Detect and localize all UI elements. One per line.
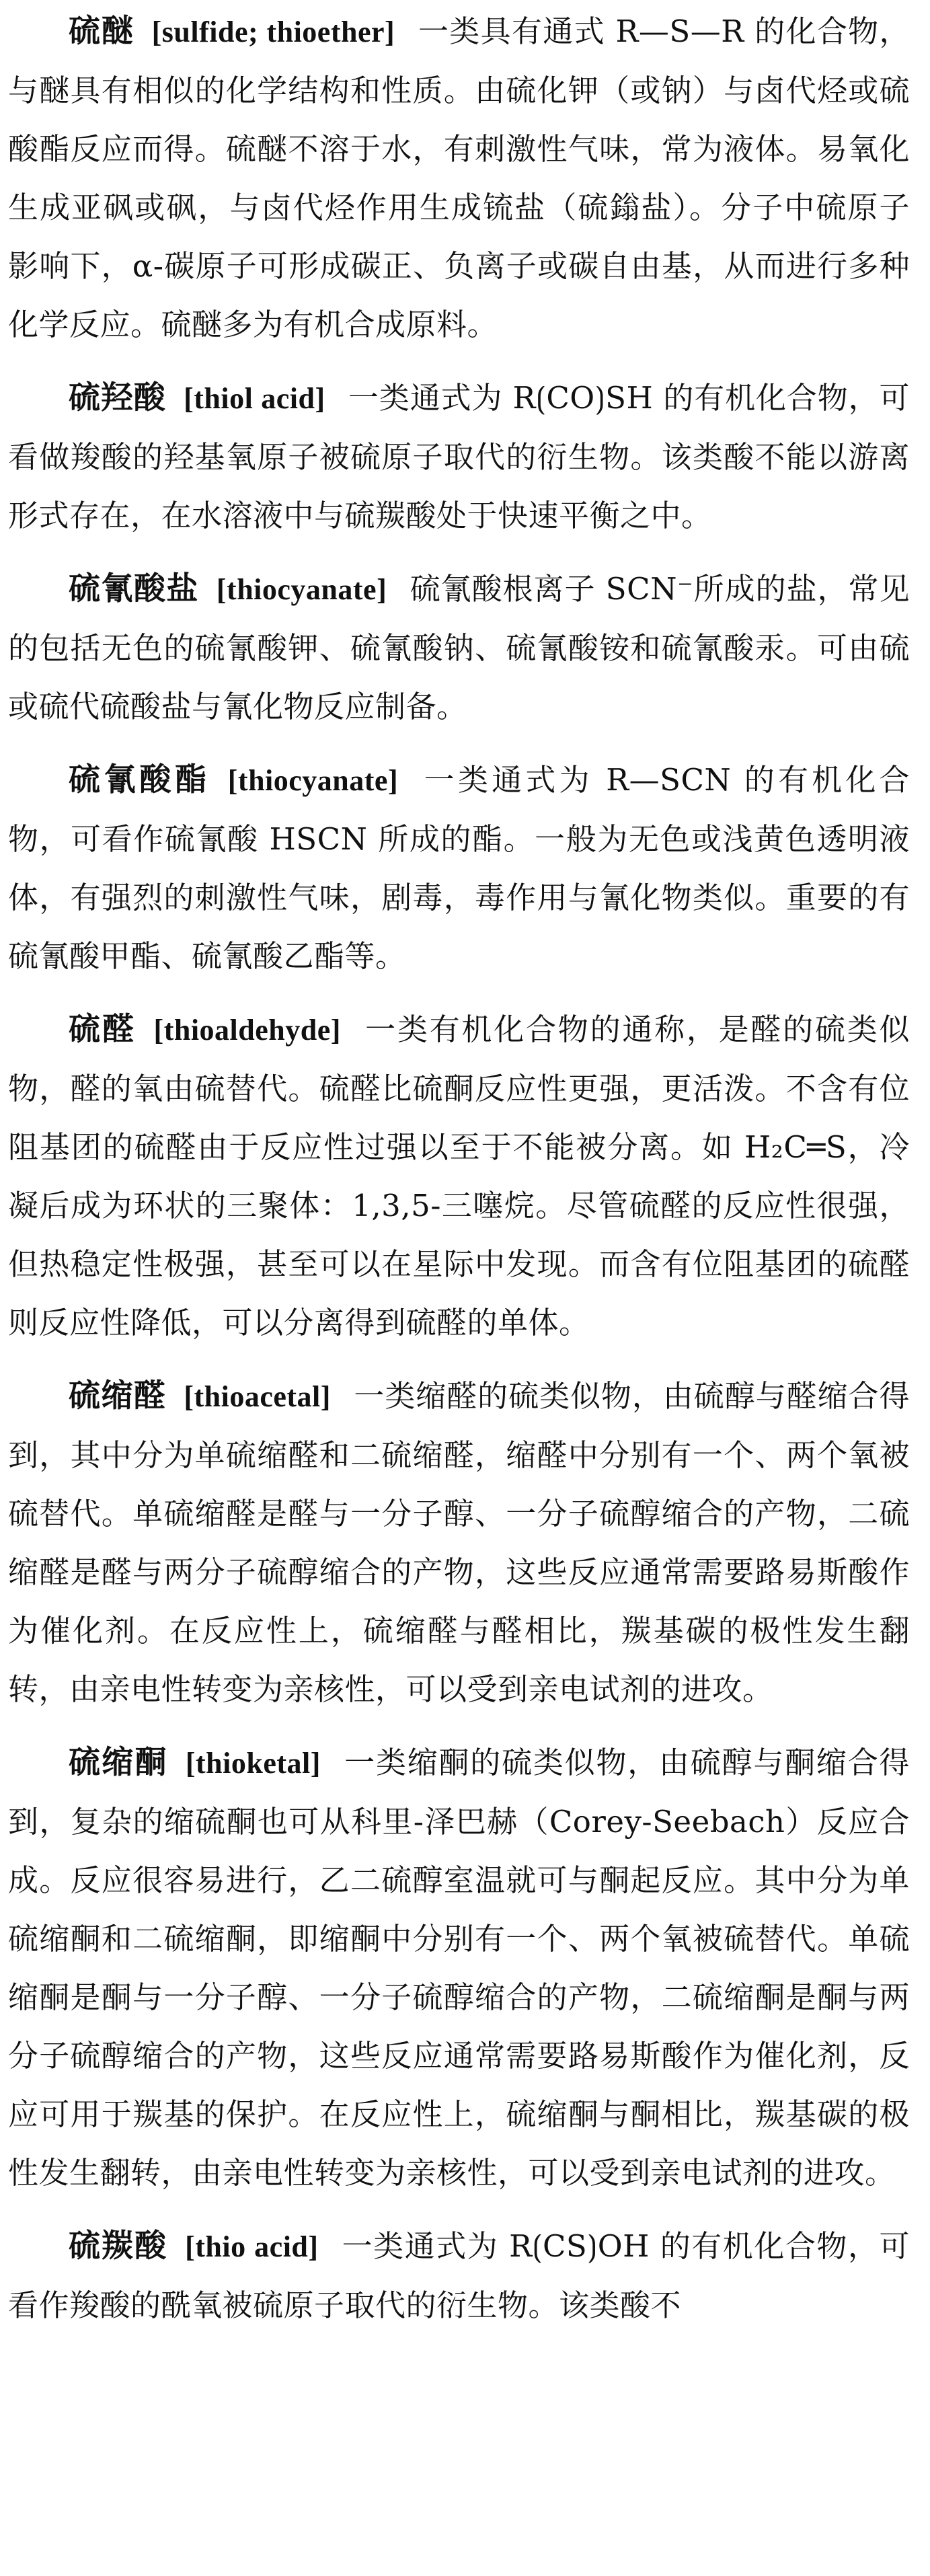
- entry-term: 硫羰酸: [69, 2228, 168, 2265]
- entry-definition: 一类有机化合物的通称，是醛的硫类似物，醛的氧由硫替代。硫醛比硫酮反应性更强，更活泼。不含有位阻基团的硫醛由于反应性过强以至于不能被分离。如 H₂C═S，冷凝后成为环状的三聚体：1,3,5-三噻烷。尽管硫醛的反应性很强，但热稳定性极强，甚至可以在星际中发现。而含有位阻基团的硫醛则反应性降低，可以分离得到硫醛的单体。: [8, 1012, 910, 1340]
- entry-definition: 一类通式为 R⟮CS⟯OH 的有机化合物，可看作羧酸的酰氧被硫原子取代的衍生物。该类酸不: [8, 2228, 910, 2323]
- entry-thiol-acid: [8, 369, 910, 545]
- entry-thioacetal: [8, 1367, 910, 1718]
- entry-thiocyanate-ester: [8, 751, 910, 985]
- entry-term: 硫醛: [69, 1011, 137, 1048]
- entry-term: 硫醚: [69, 13, 134, 50]
- entry-thiocyanate-salt: [8, 560, 910, 736]
- entry-sulfide: [8, 2, 910, 354]
- entry-definition: 一类通式为 R⟮CO⟯SH 的有机化合物，可看做羧酸的羟基氧原子被硫原子取代的衍生物。该类酸不能以游离形式存在，在水溶液中与硫羰酸处于快速平衡之中。: [8, 380, 910, 533]
- entry-english-term: [thiocyanate]: [227, 764, 399, 797]
- entry-term: 硫氰酸盐: [69, 570, 199, 607]
- entry-english-term: [thioketal]: [185, 1747, 321, 1780]
- entry-term: 硫缩酮: [69, 1744, 168, 1781]
- entry-definition: 硫氰酸根离子 SCN⁻所成的盐，常见的包括无色的硫氰酸钾、硫氰酸钠、硫氰酸铵和硫氰酸汞。可由硫或硫代硫酸盐与氰化物反应制备。: [8, 571, 910, 724]
- entry-definition: 一类缩醛的硫类似物，由硫醇与醛缩合得到，其中分为单硫缩醛和二硫缩醛，缩醛中分别有一个、两个氧被硫替代。单硫缩醛是醛与一分子醇、一分子硫醇缩合的产物，二硫缩醛是醛与两分子硫醇缩合的产物，这些反应通常需要路易斯酸作为催化剂。在反应性上，硫缩醛与醛相比，羰基碳的极性发生翻转，由亲电性转变为亲核性，可以受到亲电试剂的进攻。: [8, 1378, 910, 1707]
- entry-english-term: [thioacetal]: [184, 1380, 331, 1413]
- entry-english-term: [thiocyanate]: [216, 573, 387, 606]
- entry-english-term: [thioaldehyde]: [153, 1014, 341, 1047]
- entry-term: 硫氰酸酯: [69, 761, 210, 798]
- entry-definition: 一类缩酮的硫类似物，由硫醇与酮缩合得到，复杂的缩硫酮也可从科里-泽巴赫（Corey-Seebach）反应合成。反应很容易进行，乙二硫醇室温就可与酮起反应。其中分为单硫缩酮和二硫缩酮，即缩酮中分别有一个、两个氧被硫替代。单硫缩酮是酮与一分子醇、一分子硫醇缩合的产物，二硫缩酮是酮与两分子硫醇缩合的产物，这些反应通常需要路易斯酸作为催化剂，反应可用于羰基的保护。在反应性上，硫缩酮与酮相比，羰基碳的极性发生翻转，由亲电性转变为亲核性，可以受到亲电试剂的进攻。: [8, 1745, 910, 2191]
- entry-english-term: [thio acid]: [185, 2230, 319, 2263]
- entry-term: 硫缩醛: [69, 1377, 167, 1414]
- entry-definition: 一类具有通式 R—S—R 的化合物，与醚具有相似的化学结构和性质。由硫化钾（或钠）与卤代烃或硫酸酯反应而得。硫醚不溶于水，有刺激性气味，常为液体。易氧化生成亚砜或砜，与卤代烃作用生成锍盐（硫鎓盐）。分子中硫原子影响下，α-碳原子可形成碳正、负离子或碳自由基，从而进行多种化学反应。硫醚多为有机合成原料。: [8, 13, 910, 342]
- entry-definition: 一类通式为 R—SCN 的有机化合物，可看作硫氰酸 HSCN 所成的酯。一般为无色或浅黄色透明液体，有强烈的刺激性气味，剧毒，毒作用与氰化物类似。重要的有硫氰酸甲酯、硫氰酸乙酯等。: [8, 762, 910, 974]
- entry-thio-acid: [8, 2217, 910, 2335]
- entry-term: 硫羟酸: [69, 379, 167, 416]
- entry-thioketal: [8, 1733, 910, 2202]
- entry-english-term: [sulfide; thioether]: [151, 15, 395, 48]
- entry-english-term: [thiol acid]: [184, 382, 325, 415]
- entry-thioaldehyde: [8, 1000, 910, 1352]
